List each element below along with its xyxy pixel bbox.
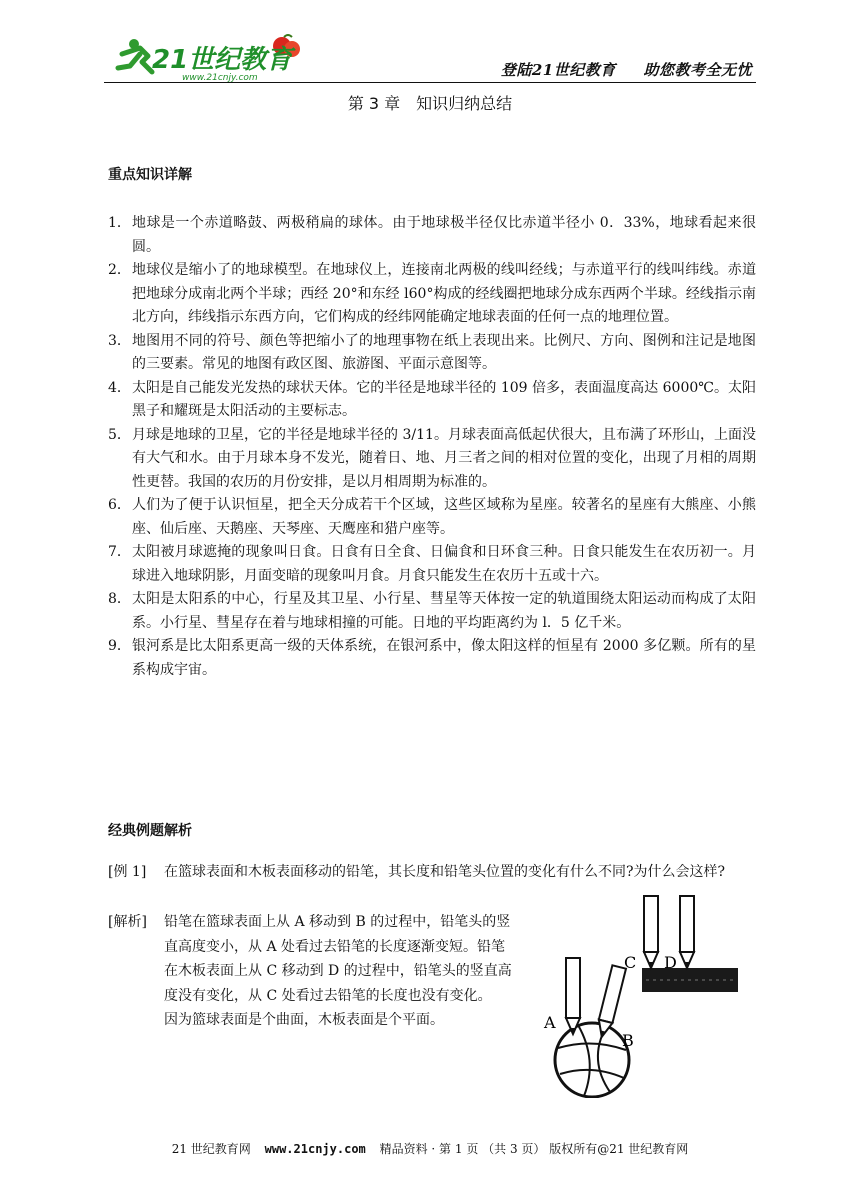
item-number: 6． (108, 497, 131, 513)
item-text: 月球是地球的卫星，它的半径是地球半径的 3/11。月球表面高低起伏很大，且布满了环形山，上面没有大气和水。由于月球本身不发光，随着日、地、月三者之间的相对位置的变化，出现了月相的周期性更替。我国的农历的月份安排，是以月相周期为标准的。 (132, 426, 756, 490)
chapter-title: 第 3 章 知识归纳总结 (347, 94, 513, 113)
analysis-block (108, 910, 518, 1033)
list-item (108, 588, 756, 635)
basketball (555, 1023, 629, 1097)
runner-icon (118, 39, 152, 72)
wooden-board (642, 968, 738, 992)
list-item (108, 494, 756, 541)
item-number: 4． (108, 379, 131, 396)
item-text: 地球仪是缩小了的地球模型。在地球仪上，连接南北两极的线叫经线；与赤道平行的线叫纬线。赤道把地球分成南北两个半球；西经 20°和东经 l60°构成的经线圈把地球分成东西两个半球。经线指示南北方向，纬线指示东西方向，它们构成的经纬网能确定地球表面的任何一点的地理位置。 (132, 262, 756, 325)
item-text: 太阳被月球遮掩的现象叫日食。日食有日全食、日偏食和日环食三种。日食只能发生在农历初一。月球进入地球阴影，月面变暗的现象叫月食。月食只能发生在农历十五或十六。 (132, 544, 756, 584)
page-footer (0, 1140, 860, 1157)
section-heading-key-points: 重点知识详解 (108, 167, 192, 183)
pencil-c (644, 896, 658, 968)
item-text: 太阳是太阳系的中心，行星及其卫星、小行星、彗星等天体按一定的轨道围绕太阳运动而构成了太阳系。小行星、彗星存在着与地球相撞的可能。日地的平均距离约为 l．5 亿千米。 (132, 591, 756, 631)
footer-left: 21 世纪教育网 (171, 1142, 251, 1156)
analysis-paragraph-1: 铅笔在篮球表面上从 A 移动到 B 的过程中，铅笔头的竖直高度变小，从 A 处看过去铅笔的长度逐渐变短。铅笔在木板表面上从 C 移动到 D 的过程中，铅笔头的竖直高度没有变化，从 C 处看过去铅笔的长度也没有变化。 (164, 914, 512, 1004)
list-item (108, 330, 756, 377)
footer-right: 精品资料 · 第 1 页 （共 3 页） 版权所有@21 世纪教育网 (379, 1142, 689, 1156)
list-item (108, 541, 756, 588)
item-number: 5． (108, 426, 131, 443)
example-question: 在篮球表面和木板表面移动的铅笔，其长度和铅笔头位置的变化有什么不同?为什么会这样? (164, 864, 726, 880)
list-item (108, 424, 756, 495)
section-heading-examples: 经典例题解析 (108, 823, 192, 839)
item-number: 7． (108, 544, 131, 560)
item-number: 3． (108, 332, 131, 349)
item-text: 太阳是自己能发光发热的球状天体。它的半径是地球半径的 109 倍多，表面温度高达 6000℃。太阳黑子和耀斑是太阳活动的主要标志。 (132, 379, 756, 419)
logo-url: www.21cnjy.com (182, 73, 258, 83)
item-text: 地图用不同的符号、颜色等把缩小了的地理事物在纸上表现出来。比例尺、方向、图例和注记是地图的三要素。常见的地图有政区图、旅游图、平面示意图等。 (132, 332, 756, 372)
example-tag: [例 1] (108, 864, 147, 880)
list-item (108, 377, 756, 424)
item-text: 人们为了便于认识恒星，把全天分成若干个区域，这些区域称为星座。较著名的星座有大熊座、小熊座、仙后座、天鹅座、天琴座、天鹰座和猎户座等。 (132, 497, 756, 537)
item-number: 2． (108, 262, 131, 278)
label-a: A (544, 1013, 556, 1032)
footer-site-link[interactable]: www.21cnjy.com (264, 1142, 366, 1156)
label-b: B (622, 1031, 634, 1050)
item-number: 8． (108, 591, 131, 607)
header-divider (104, 82, 756, 83)
item-number: 1． (108, 215, 131, 231)
logo-text: 21世纪教育 (152, 45, 293, 75)
item-text: 银河系是比太阳系更高一级的天体系统，在银河系中，像太阳这样的恒星有 2000 多亿颗。所有的星系构成宇宙。 (132, 638, 756, 678)
site-logo (112, 32, 312, 84)
item-text: 地球是一个赤道略鼓、两极稍扁的球体。由于地球极半径仅比赤道半径小 0．33%，地球看起来很圆。 (132, 215, 756, 255)
analysis-tag: [解析] (108, 914, 147, 930)
label-c: C (624, 953, 637, 972)
slogan-left: 登陆21世纪教育 (500, 61, 616, 79)
list-item (108, 259, 756, 330)
slogan-right: 助您教考全无忧 (643, 61, 752, 79)
item-number: 9． (108, 638, 131, 654)
pencil-figure (540, 888, 760, 1098)
knowledge-list (108, 212, 756, 682)
pencil-d (680, 896, 694, 968)
header-slogan (501, 59, 752, 80)
example-1 (108, 861, 756, 884)
label-d: D (664, 953, 677, 972)
analysis-paragraph-2: 因为篮球表面是个曲面，木板表面是个平面。 (164, 1012, 444, 1028)
list-item (108, 635, 756, 682)
list-item (108, 212, 756, 259)
pencil-a (566, 958, 580, 1034)
